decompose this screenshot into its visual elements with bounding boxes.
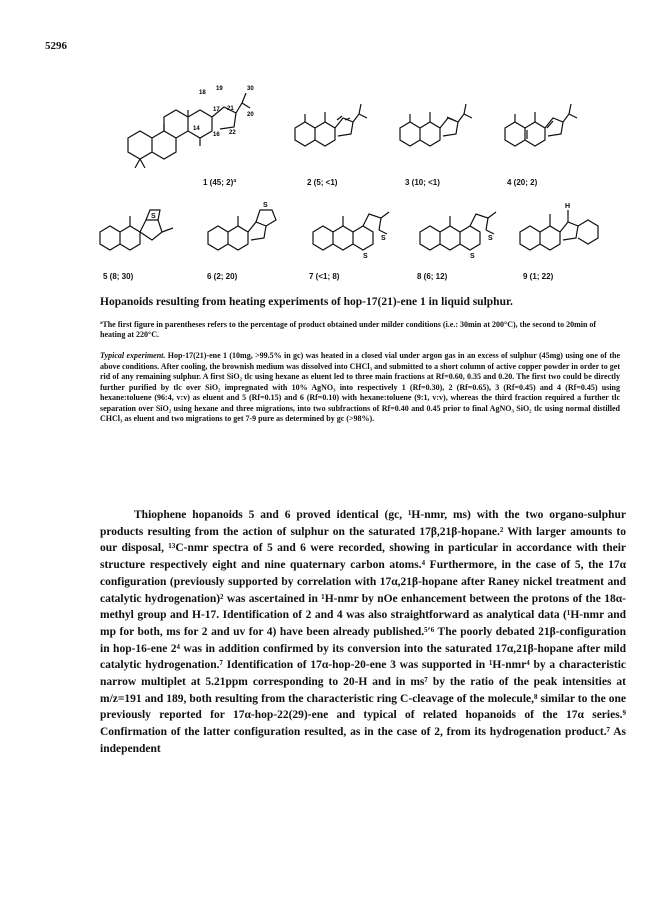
atom-label: 20 <box>247 112 254 118</box>
atom-label: S <box>381 235 386 242</box>
structure-compound-6 <box>203 198 293 263</box>
atom-label: S <box>488 235 493 242</box>
compound-label: 1 (45; 2)ª <box>203 178 237 187</box>
atom-label: H <box>565 203 571 210</box>
atom-label: 14 <box>193 126 200 132</box>
experimental-section <box>100 351 620 425</box>
compound-label: 8 (6; 12) <box>417 272 448 281</box>
body-paragraph: Thiophene hopanoids 5 and 6 proved identical (gc, ¹H-nmr, ms) with the two organo-sulphur products resulting from the action of sulphur on the saturated 17β,21β-hopane.² With larger amounts to our disposal, ¹³C-nmr spectra of 5 and 6 were recorded, showing in particular in accordance with their structure respectively eight and nine quaternary carbon atoms.⁴ Furthermore, in the case of 5, the 17α configuration (previously supported by correlation with 17α,21β-hopane after Raney nickel treatment and catalytic hydrogenation)² was ascertained in ¹H-nmr by nOe enhancement between the protons of the 18α-methyl group and H-17. Identification of 2 and 4 was also straightforward as analytical data (¹H-nmr and mp for both, ms for 2 and uv for 4) have been already published.⁵ʹ⁶ The poorly debated 21β-configuration in hop-16-ene 2⁴ was in addition confirmed by its conversion into the saturated 17α,21β-hopane after mild catalytic hydrogenation.⁷ Identification of 17α-hop-20-ene 3 was supported in ¹H-nmr⁴ by a characteristic narrow multiplet at 5.21ppm corresponding to 20-H and in ms⁷ by the ratio of the peak intensities at m/z=191 and 189, both resulting from the characteristic ring C-cleavage of the molecule,⁸ similar to the one previously reported for 17α-hop-22(29)-ene and typical of related hopanoids of the 17α series.⁹ Confirmation of the latter configuration resulted, as in the case of 2, from its hydrogenation product.⁷ As independent <box>100 509 626 755</box>
compound-label: 3 (10; <1) <box>405 178 440 187</box>
compound-label: 4 (20; 2) <box>507 178 538 187</box>
footnote: ªThe first figure in parentheses refers to the percentage of product obtained under milder conditions (i.e.: 30min at 200°C), the second to 20min of heating at 220°C. <box>100 320 597 339</box>
structure-compound-2 <box>290 98 370 163</box>
structure-compound-5 <box>95 200 185 265</box>
atom-label: 19 <box>216 86 223 92</box>
atom-label: 17 <box>213 107 220 113</box>
structure-compound-3 <box>395 98 475 163</box>
atom-label: S <box>263 202 268 209</box>
atom-label: S <box>363 253 368 260</box>
compound-label: 5 (8; 30) <box>103 272 134 281</box>
page-number: 5296 <box>45 40 67 52</box>
experimental-text: Hop-17(21)-ene 1 (10mg, >99.5% in gc) was heated in a closed vial under argon gas in an excess of sulphur (45mg) using one of the above conditions. After cooling, the brownish medium was dissolved into CHCl₃ and submitted to a short column of active copper powder in order to get rid of any remaining sulphur. A first SiO₂ tlc using hexane as eluent led to three main fractions at Rf=0.60, 0.35 and 0.20. The first two could be directly further purified by tlc over SiO₂ impregnated with 10% AgNO₃ into respectively 1 (Rf=0.30), 2 (Rf=0.65), 3 (Rf=0.45) and 4 (Rf=0.45) using hexane:toluene (96:4, v:v) as eluent and 5 (Rf=0.15) and 6 (Rf=0.10) with hexane:toluene (9:1, v:v), whereas the third fraction required a further tlc separation over SiO₂ using hexane and three migrations, into two subfractions of Rf=0.40 and 0.45 prior to final AgNO₃ SiO₂ tlc using normal distilled CHCl₃ as eluent and two migrations to get 7-9 pure as determined by gc (>98%). <box>100 351 620 423</box>
atom-label: 22 <box>229 130 236 136</box>
structure-scheme <box>95 80 615 290</box>
structure-compound-7 <box>308 200 398 265</box>
atom-label: 30 <box>247 86 254 92</box>
body-text <box>100 507 626 758</box>
compound-label: 6 (2; 20) <box>207 272 238 281</box>
structure-compound-1 <box>123 80 273 180</box>
atom-label: S <box>151 213 156 220</box>
compound-label: 7 (<1; 8) <box>309 272 340 281</box>
structure-compound-9 <box>515 198 610 263</box>
figure-caption: Hopanoids resulting from heating experiments of hop-17(21)-ene 1 in liquid sulphur. <box>100 296 513 308</box>
atom-label: 18 <box>199 90 206 96</box>
atom-label: 21 <box>227 106 234 112</box>
atom-label: 16 <box>213 132 220 138</box>
experimental-heading: Typical experiment. <box>100 351 166 360</box>
structure-compound-8 <box>415 200 505 265</box>
compound-label: 9 (1; 22) <box>523 272 554 281</box>
atom-label: S <box>470 253 475 260</box>
compound-label: 2 (5; <1) <box>307 178 338 187</box>
structure-compound-4 <box>500 98 580 163</box>
